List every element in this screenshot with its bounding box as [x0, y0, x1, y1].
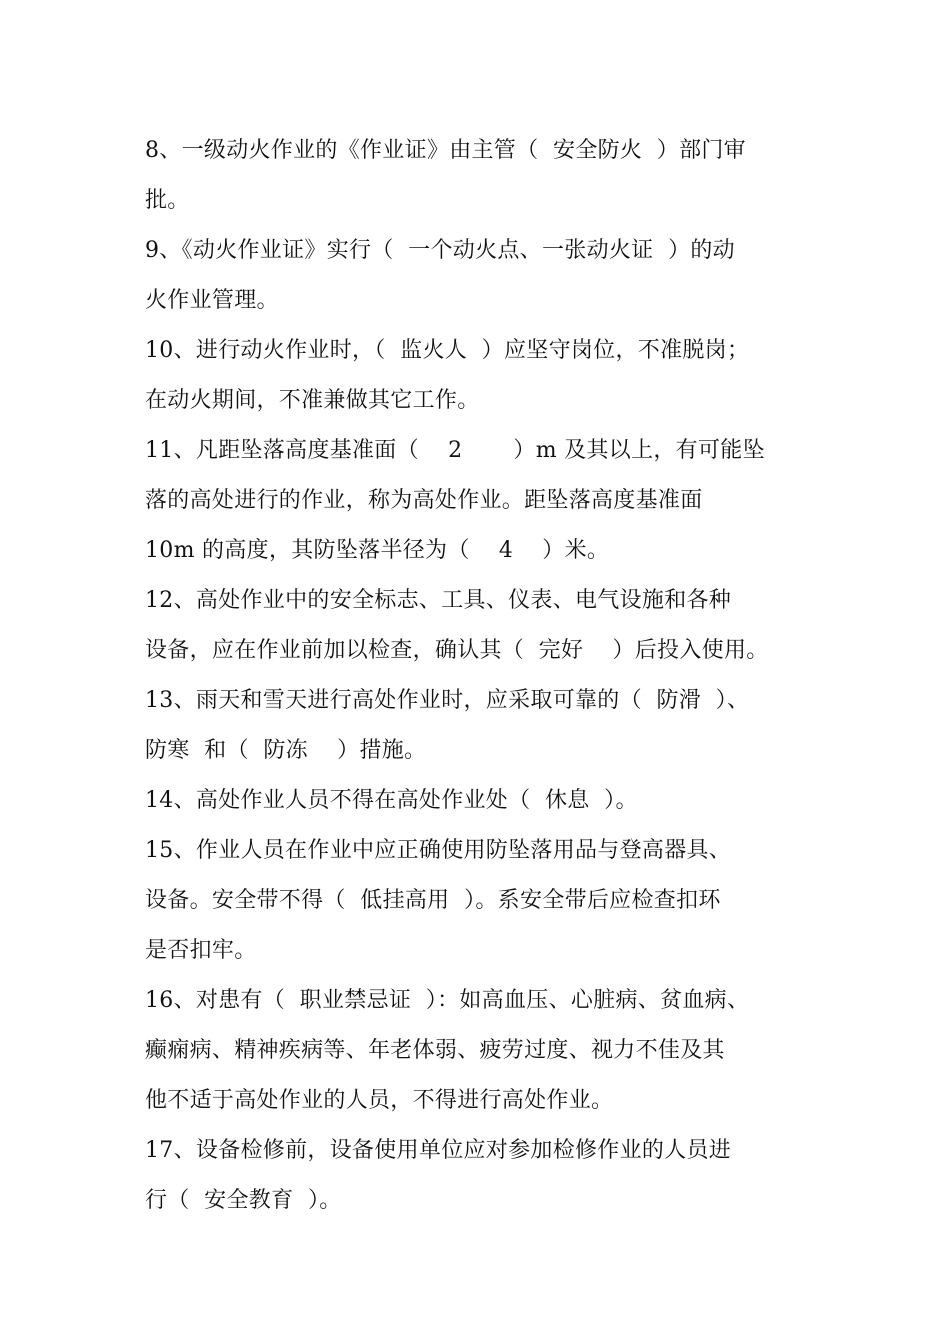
- text-line: 防寒 和（ 防冻 ）措施。: [145, 738, 427, 763]
- text-line: 落的高处进行的作业，称为高处作业。距坠落高度基准面: [145, 488, 703, 513]
- text-line: 行（ 安全教育 ）。: [145, 1188, 342, 1213]
- text-line: 火作业管理。: [145, 288, 279, 313]
- text-line: 是否扣牢。: [145, 938, 257, 963]
- text-line: 设备，应在作业前加以检查，确认其（ 完好 ）后投入使用。: [145, 638, 769, 663]
- text-line: 8、一级动火作业的《作业证》由主管（ 安全防火 ）部门审: [145, 138, 746, 163]
- text-line: 12、高处作业中的安全标志、工具、仪表、电气设施和各种: [145, 588, 732, 613]
- text-line: 9、《动火作业证》实行（ 一个动火点、一张动火证 ）的动: [145, 238, 735, 263]
- text-line: 10、进行动火作业时，（ 监火人 ）应坚守岗位，不准脱岗；: [145, 338, 750, 363]
- text-line: 15、作业人员在作业中应正确使用防坠落用品与登高器具、: [145, 838, 732, 863]
- text-line: 他不适于高处作业的人员，不得进行高处作业。: [145, 1088, 614, 1113]
- text-line: 14、高处作业人员不得在高处作业处（ 休息 ）。: [145, 788, 638, 813]
- document-body: [145, 126, 835, 1226]
- text-line: 癫痫病、精神疾病等、年老体弱、疲劳过度、视力不佳及其: [145, 1038, 725, 1063]
- text-line: 设备。安全带不得（ 低挂高用 ）。系安全带后应检查扣环: [145, 888, 721, 913]
- text-line: 在动火期间，不准兼做其它工作。: [145, 388, 480, 413]
- text-line: 17、设备检修前，设备使用单位应对参加检修作业的人员进: [145, 1138, 732, 1163]
- text-line: 10m 的高度，其防坠落半径为（ 4 ）米。: [145, 538, 610, 563]
- text-line: 16、对患有（ 职业禁忌证 ）：如高血压、心脏病、贫血病、: [145, 988, 750, 1013]
- text-line: 批。: [145, 188, 190, 213]
- text-line: 13、雨天和雪天进行高处作业时，应采取可靠的（ 防滑 ）、: [145, 688, 750, 713]
- text-line: 11、凡距坠落高度基准面（ 2 ）m 及其以上，有可能坠: [145, 438, 765, 463]
